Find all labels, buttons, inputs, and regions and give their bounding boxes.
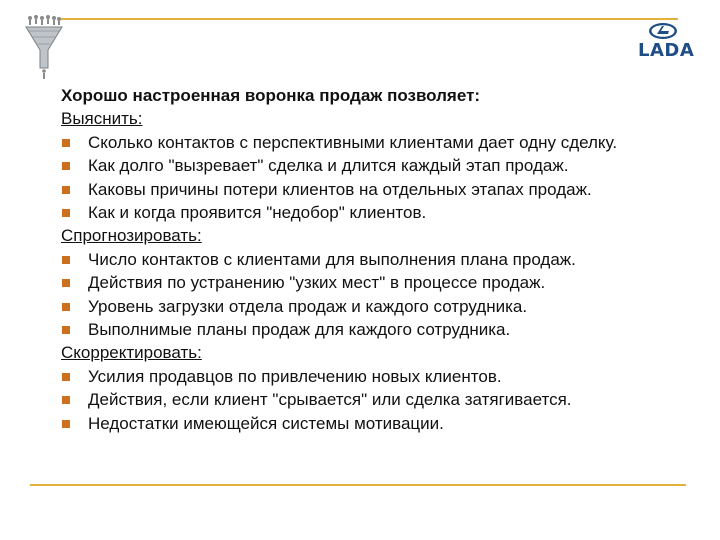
list-item — [61, 201, 701, 224]
list-item — [61, 131, 701, 154]
bullet-icon — [62, 139, 70, 147]
bullet-icon — [62, 209, 70, 217]
bullet-icon — [62, 256, 70, 264]
bullet-icon — [62, 186, 70, 194]
slide-heading: Хорошо настроенная воронка продаж позволяет: — [61, 86, 481, 105]
list-item — [61, 178, 701, 201]
bullet-icon — [62, 279, 70, 287]
list-item-text: Выполнимые планы продаж для каждого сотрудника. — [88, 320, 511, 340]
list-item-text: Как долго "вызревает" сделка и длится каждый этап продаж. — [88, 156, 569, 176]
list-item-text: Действия, если клиент "срывается" или сделка затягивается. — [88, 390, 572, 410]
bottom-divider — [30, 484, 686, 486]
list-item — [61, 248, 701, 271]
list-item — [61, 295, 701, 318]
list-item — [61, 388, 701, 411]
list-item-text: Недостатки имеющейся системы мотивации. — [88, 413, 444, 433]
section-title: Скорректировать: — [61, 343, 202, 363]
top-divider — [60, 18, 678, 20]
list-item-text: Усилия продавцов по привлечению новых клиентов. — [88, 366, 502, 386]
bullet-icon — [62, 303, 70, 311]
section-title: Спрогнозировать: — [61, 226, 202, 246]
bullet-icon — [62, 326, 70, 334]
bullet-icon — [62, 396, 70, 404]
section-title: Выяснить: — [61, 109, 143, 129]
bullet-icon — [62, 420, 70, 428]
list-item — [61, 318, 701, 341]
list-item-text: Число контактов с клиентами для выполнения плана продаж. — [88, 249, 576, 269]
list-item-text: Сколько контактов с перспективными клиентами дает одну сделку. — [88, 132, 618, 152]
list-item — [61, 271, 701, 294]
logo-text: LADA — [638, 40, 695, 61]
lada-emblem-icon — [648, 22, 678, 40]
list-item-text: Каковы причины потери клиентов на отдельных этапах продаж. — [88, 179, 592, 199]
slide-content — [61, 84, 701, 435]
sales-funnel-icon — [24, 14, 64, 80]
lada-logo — [636, 22, 696, 64]
list-item-text: Уровень загрузки отдела продаж и каждого сотрудника. — [88, 296, 528, 316]
bullet-icon — [62, 162, 70, 170]
list-item — [61, 154, 701, 177]
list-item — [61, 365, 701, 388]
list-item-text: Как и когда проявится "недобор" клиентов. — [88, 203, 427, 223]
list-item — [61, 412, 701, 435]
list-item-text: Действия по устранению "узких мест" в процессе продаж. — [88, 273, 546, 293]
bullet-icon — [62, 373, 70, 381]
